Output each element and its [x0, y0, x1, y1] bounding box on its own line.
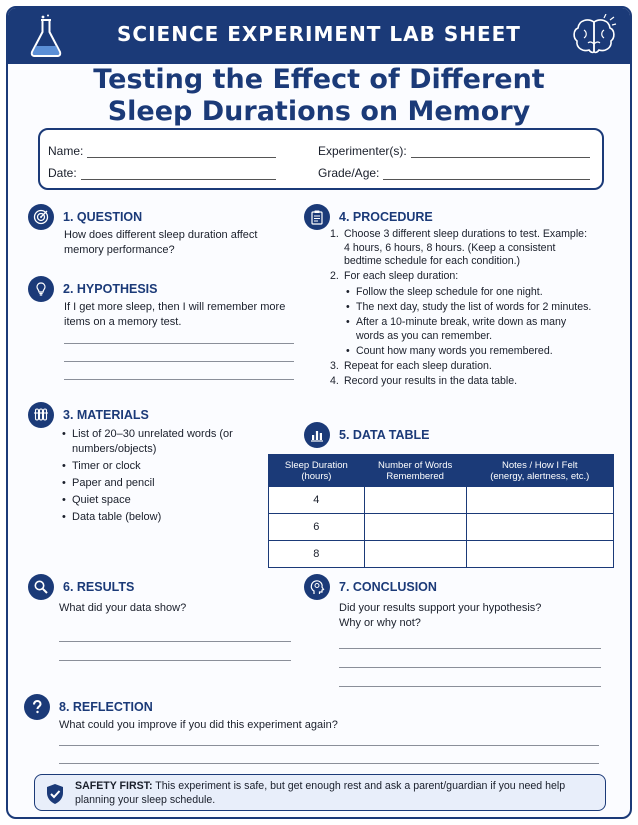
procedure-heading	[304, 204, 433, 230]
safety-text	[75, 780, 601, 807]
table-header-text: (energy, alertness, etc.)	[490, 470, 590, 482]
results-heading	[28, 574, 134, 600]
header-banner	[8, 8, 630, 64]
table-row	[269, 487, 614, 514]
conclusion-answer-line[interactable]	[339, 686, 601, 687]
name-line[interactable]	[87, 146, 276, 158]
table-header-text: (hours)	[301, 470, 332, 482]
hypothesis-badge	[28, 276, 54, 302]
question-heading	[28, 204, 142, 230]
table-header-notes	[466, 455, 613, 487]
experimenters-label: Experimenter(s):	[318, 144, 407, 158]
procedure-step-text: For each sleep duration:	[344, 270, 459, 283]
date-field[interactable]	[48, 166, 276, 180]
grade-line[interactable]	[383, 168, 590, 180]
table-header-text: Sleep Duration	[284, 459, 348, 471]
banner-title: SCIENCE EXPERIMENT LAB SHEET	[117, 22, 521, 46]
target-icon	[33, 209, 49, 225]
conclusion-text: Did your results support your hypothesis? Why or why not?	[339, 602, 542, 629]
reflection-badge	[24, 694, 50, 720]
date-label: Date:	[48, 166, 77, 180]
hypothesis-title: 2. HYPOTHESIS	[63, 282, 158, 296]
main-title-line-1: Testing the Effect of Different	[93, 64, 545, 95]
materials-heading	[28, 402, 149, 428]
table-row	[269, 514, 614, 541]
procedure-step-number: 4.	[330, 375, 339, 388]
procedure-sub-item: • Follow the sleep schedule for one night.	[344, 286, 592, 300]
hypothesis-answer-line[interactable]	[64, 379, 294, 380]
lab-sheet	[6, 6, 632, 819]
materials-item: • List of 20–30 unrelated words (or numbers/objects)	[60, 427, 260, 456]
question-mark-icon	[29, 699, 45, 715]
results-answer-line[interactable]	[59, 660, 291, 661]
magnifier-icon	[33, 579, 49, 595]
conclusion-heading	[304, 574, 437, 600]
procedure-step	[330, 228, 592, 269]
procedure-step	[330, 360, 592, 374]
table-cell-hours: 8	[269, 541, 365, 568]
reflection-title: 8. REFLECTION	[59, 700, 153, 714]
name-field[interactable]	[48, 144, 276, 158]
hypothesis-text: If I get more sleep, then I will remember more items on a memory test.	[64, 301, 286, 328]
reflection-answer-line[interactable]	[59, 745, 599, 746]
data-table-badge	[304, 422, 330, 448]
reflection-answer-line[interactable]	[59, 763, 599, 764]
date-line[interactable]	[81, 168, 276, 180]
results-text: What did your data show?	[59, 602, 187, 614]
table-header-words	[364, 455, 466, 487]
procedure-title: 4. PROCEDURE	[339, 210, 433, 224]
procedure-step-number: 1.	[330, 228, 339, 240]
table-cell-words[interactable]	[364, 514, 466, 541]
safety-callout	[34, 774, 606, 811]
procedure-sub-item: • Count how many words you remembered.	[344, 345, 592, 359]
hypothesis-answer-line[interactable]	[64, 343, 294, 344]
materials-item: • Timer or clock	[60, 459, 260, 474]
table-header-row	[269, 455, 614, 487]
question-title: 1. QUESTION	[63, 210, 143, 224]
materials-title: 3. MATERIALS	[63, 408, 149, 422]
procedure-step-number: 3.	[330, 360, 339, 373]
conclusion-answer-line[interactable]	[339, 648, 601, 649]
safety-label: SAFETY FIRST:	[75, 780, 153, 792]
lightbulb-icon	[33, 281, 49, 297]
data-table-heading	[304, 422, 430, 448]
main-title-line-2: Sleep Durations on Memory	[107, 96, 531, 127]
main-title	[8, 64, 630, 128]
brain-icon	[570, 14, 618, 58]
hypothesis-heading	[28, 276, 157, 302]
table-cell-notes[interactable]	[466, 541, 613, 568]
student-info-box	[38, 128, 604, 190]
results-answer-line[interactable]	[59, 641, 291, 642]
procedure-sub-item: • The next day, study the list of words for 2 minutes.	[344, 301, 592, 315]
experimenters-field[interactable]	[318, 144, 590, 158]
grade-label: Grade/Age:	[318, 166, 380, 180]
table-header-text: Number of Words	[377, 459, 453, 471]
procedure-badge	[304, 204, 330, 230]
experimenters-line[interactable]	[411, 146, 590, 158]
procedure-sub-list	[344, 286, 592, 358]
table-cell-words[interactable]	[364, 541, 466, 568]
table-cell-hours: 4	[269, 487, 365, 514]
hypothesis-answer-line[interactable]	[64, 361, 294, 362]
conclusion-badge	[304, 574, 330, 600]
table-header-text: Remembered	[386, 470, 444, 482]
materials-item: • Paper and pencil	[60, 476, 260, 491]
table-cell-hours: 6	[269, 514, 365, 541]
name-label: Name:	[48, 144, 84, 158]
shield-icon	[45, 783, 65, 805]
materials-badge	[28, 402, 54, 428]
procedure-step-text: Choose 3 different sleep durations to test. Example: 4 hours, 6 hours, 8 hours. (Keep a consistent bedtime schedule for each condition.)	[344, 228, 588, 268]
data-table-title: 5. DATA TABLE	[339, 428, 430, 442]
materials-item: • Quiet space	[60, 493, 260, 508]
test-tubes-icon	[33, 407, 49, 423]
table-cell-notes[interactable]	[466, 487, 613, 514]
materials-list	[60, 427, 260, 527]
results-title: 6. RESULTS	[63, 580, 135, 594]
head-icon	[309, 579, 325, 595]
procedure-steps	[330, 228, 592, 391]
reflection-text: What could you improve if you did this experiment again?	[59, 719, 338, 731]
procedure-step-text: Record your results in the data table.	[344, 375, 518, 388]
procedure-step-text: Repeat for each sleep duration.	[344, 360, 492, 373]
table-row	[269, 541, 614, 568]
safety-message: This experiment is safe, but get enough rest and ask a parent/guardian if you need help planning your sleep schedule.	[75, 780, 566, 806]
table-cell-notes[interactable]	[466, 514, 613, 541]
bar-chart-icon	[309, 427, 325, 443]
results-badge	[28, 574, 54, 600]
question-text: How does different sleep duration affect memory performance?	[64, 229, 258, 256]
materials-item: • Data table (below)	[60, 510, 260, 525]
conclusion-title: 7. CONCLUSION	[339, 580, 437, 594]
procedure-step	[330, 270, 592, 358]
procedure-sub-item: • After a 10-minute break, write down as many words as you can remember.	[344, 316, 592, 343]
procedure-step-number: 2.	[330, 270, 339, 283]
clipboard-icon	[309, 209, 325, 225]
conclusion-answer-line[interactable]	[339, 667, 601, 668]
data-table	[268, 454, 614, 568]
table-header-sleep-duration	[269, 455, 365, 487]
grade-field[interactable]	[318, 166, 590, 180]
table-cell-words[interactable]	[364, 487, 466, 514]
procedure-step	[330, 375, 592, 389]
table-header-text: Notes / How I Felt	[502, 459, 578, 471]
reflection-heading	[24, 694, 153, 720]
question-badge	[28, 204, 54, 230]
